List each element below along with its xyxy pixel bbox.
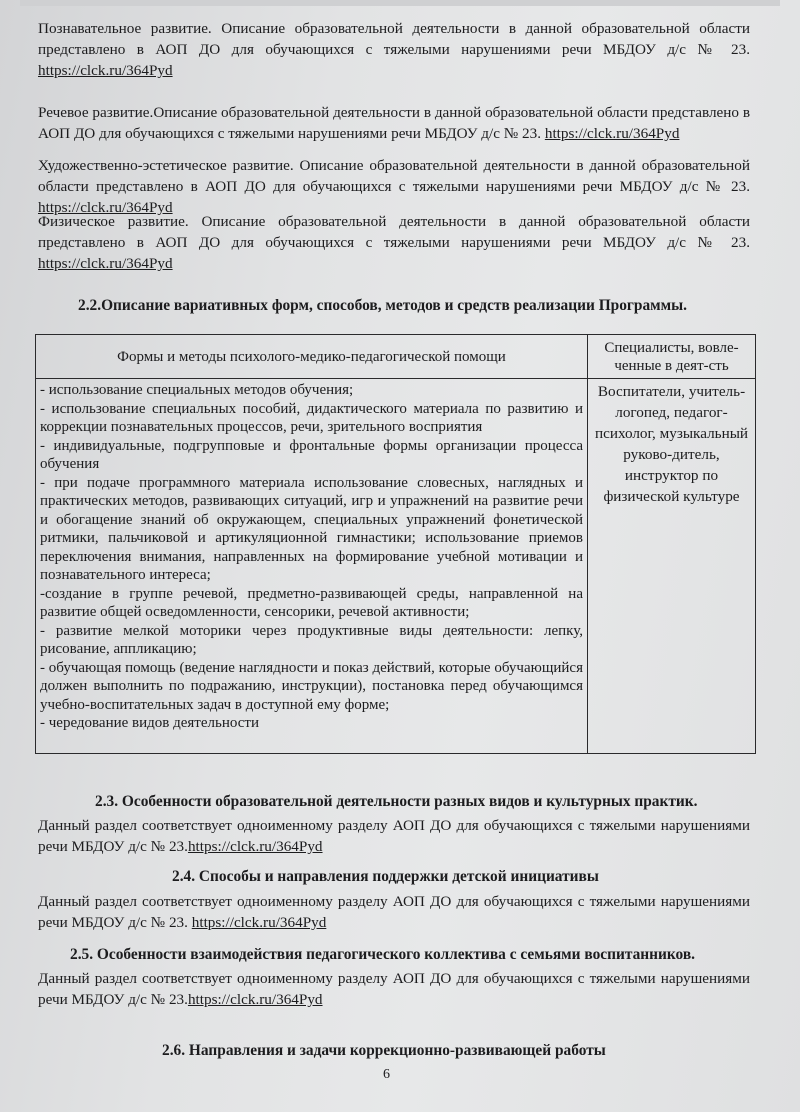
paragraph-link[interactable]: https://clck.ru/364Pyd [38,255,173,272]
page-top-edge [20,0,780,6]
section-2-5-heading: 2.5. Особенности взаимодействия педагогического коллектива с семьями воспитанников. [70,946,696,963]
section-link[interactable]: https://clck.ru/364Pyd [191,914,327,931]
list-item: - обучающая помощь (ведение наглядности и показ действий, которые обучающийся должен выполнить по подражанию, инструкции), постановка перед обучающимся учебно-воспитательных задач в доступной ему форме; [40,659,583,713]
list-item: - при подаче программного материала использование словесных, наглядных и практических методов, развивающих ситуаций, игр и упражнений на развитие речи и обогащение знаний об окружающем, специальных упражнений фонетической ритмики, пальчиковой и артикуляционной гимнастики; использование приемов переключения внимания, направленных на формирование учебной мотивации и познавательного интереса; [40,474,583,583]
list-item: - использование специальных пособий, дидактического материала по развитию и коррекции познавательных процессов, речи, зрительного восприятия [40,400,583,435]
paragraph-title: Художественно-эстетическое развитие. [38,157,294,174]
paragraph-link[interactable]: https://clck.ru/364Pyd [544,125,680,142]
section-2-4-text [38,891,750,933]
list-item: - чередование видов деятельности [40,715,259,731]
page-number: 6 [383,1067,390,1082]
paragraph-title: Речевое развитие. [38,104,154,121]
section-2-2-heading: 2.2.Описание вариативных форм, способов, методов и средств реализации Программы. [78,297,688,314]
paragraph-text: Описание образовательной деятельности в данной образовательной области представлено в АОП ДО для обучающихся с тяжелыми нарушениями речи МБДОУ д/с № 23. [38,213,750,251]
list-item: - использование специальных методов обучения; [40,382,354,398]
paragraph-speech-development [38,102,750,144]
table-header-methods: Формы и методы психолого-медико-педагогической помощи [36,335,588,379]
list-item: - индивидуальные, подгрупповые и фронтальные формы организации процесса обучения [40,437,583,472]
paragraph-link[interactable]: https://clck.ru/364Pyd [38,62,173,79]
section-2-3-heading: 2.3. Особенности образовательной деятельности разных видов и культурных практик. [95,793,698,810]
methods-table [35,334,756,754]
paragraph-cognitive-development [38,18,750,81]
section-text: Данный раздел соответствует одноименному разделу АОП ДО для обучающихся с тяжелыми нарушениями речи МБДОУ д/с № 23. [38,893,750,931]
paragraph-link[interactable]: https://clck.ru/364Pyd [38,199,173,216]
section-link[interactable]: https://clck.ru/364Pyd [187,838,323,855]
section-2-4-heading: 2.4. Способы и направления поддержки детской инициативы [172,868,599,885]
section-2-3-text [38,815,750,857]
section-2-6-heading: 2.6. Направления и задачи коррекционно-развивающей работы [162,1042,606,1059]
section-text: Данный раздел соответствует одноименному разделу АОП ДО для обучающихся с тяжелыми нарушениями речи МБДОУ д/с № 23. [38,970,750,1008]
specialists-cell: Воспитатели, учитель-логопед, педагог-психолог, музыкальный руково-дитель, инструктор по физической культуре [588,379,756,754]
section-text: Данный раздел соответствует одноименному разделу АОП ДО для обучающихся с тяжелыми нарушениями речи МБДОУ д/с № 23. [38,817,750,855]
paragraph-title: Физическое развитие. [38,213,189,230]
methods-list-cell [36,379,588,754]
table-header-specialists: Специалисты, вовле-ченные в деят-сть [588,335,756,379]
paragraph-text: Описание образовательной деятельности в данной образовательной области представлено в АОП ДО для обучающихся с тяжелыми нарушениями речи МБДОУ д/с № 23. [38,104,750,142]
paragraph-artistic-development [38,155,750,218]
section-2-5-text [38,968,750,1010]
paragraph-text: Описание образовательной деятельности в данной образовательной области представлено в АОП ДО для обучающихся с тяжелыми нарушениями речи МБДОУ д/с № 23. [38,157,750,195]
paragraph-text: Описание образовательной деятельности в данной образовательной области представлено в АОП ДО для обучающихся с тяжелыми нарушениями речи МБДОУ д/с № 23. [38,20,750,58]
section-link[interactable]: https://clck.ru/364Pyd [187,991,323,1008]
paragraph-title: Познавательное развитие. [38,20,212,37]
paragraph-physical-development [38,211,750,274]
list-item: -создание в группе речевой, предметно-развивающей среды, направленной на развитие общей осведомленности, сенсорики, речевой активности; [40,585,583,620]
list-item: - развитие мелкой моторики через продуктивные виды деятельности: лепку, рисование, аппликацию; [40,622,583,657]
